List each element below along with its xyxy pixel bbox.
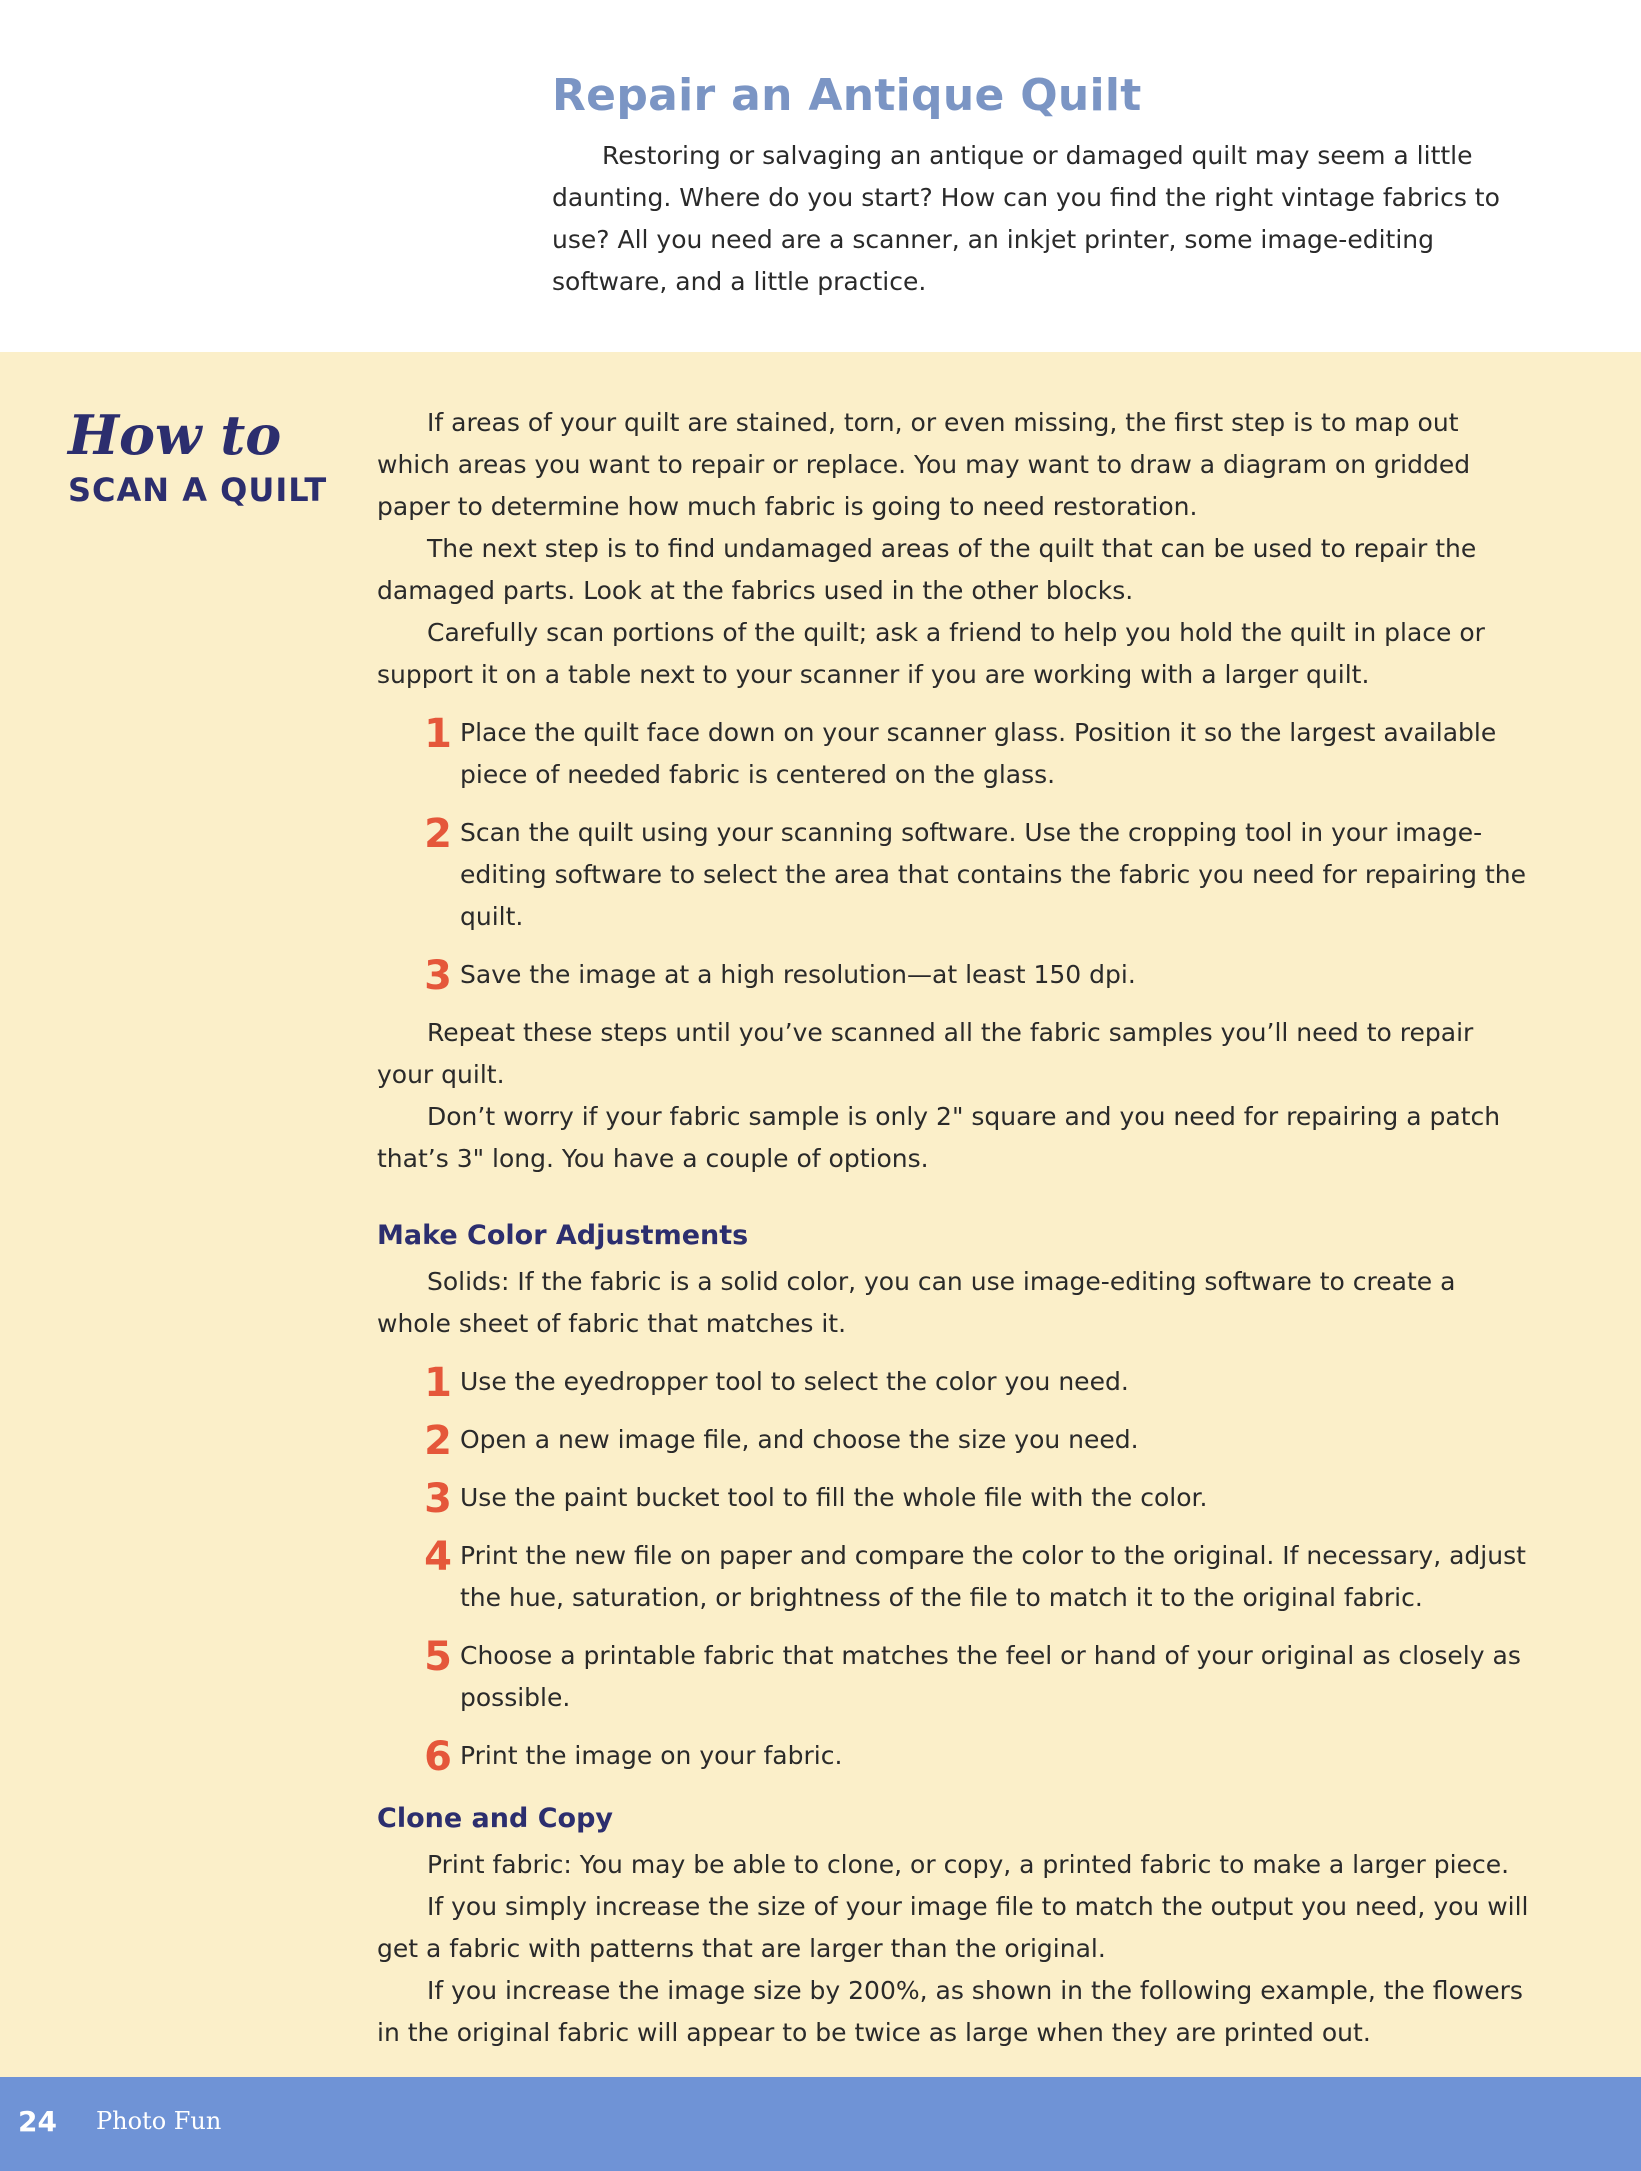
step-text: Choose a printable fabric that matches the feel or hand of your original as closely as possible. (460, 1641, 1521, 1712)
step-text: Print the new file on paper and compare the color to the original. If necessary, adjust the hue, saturation, or brightness of the file to match it to the original fabric. (460, 1541, 1526, 1612)
color-steps-list (377, 1360, 1537, 1780)
step-number: 2 (424, 811, 452, 857)
step-number: 3 (424, 1476, 452, 1522)
how-to-heading (68, 404, 328, 510)
paragraph: Solids: If the fabric is a solid color, you can use image-editing software to create a whole sheet of fabric that matches it. (377, 1267, 1456, 1338)
step-text: Open a new image file, and choose the size you need. (460, 1425, 1139, 1454)
list-item (377, 1418, 1537, 1464)
list-item (377, 712, 1537, 796)
step-text: Save the image at a high resolution—at least 150 dpi. (460, 960, 1136, 989)
list-item (377, 1734, 1537, 1780)
intro-paragraph: Restoring or salvaging an antique or damaged quilt may seem a little daunting. Where do you start? How can you find the right vintage fabrics to use? All you need are a scanner, an inkjet printer, some image-editing software, and a little practice. (552, 141, 1500, 296)
page-footer (0, 2077, 1641, 2171)
how-to-label: How to (68, 403, 282, 467)
list-item (377, 953, 1537, 999)
step-text: Use the paint bucket tool to fill the whole file with the color. (460, 1483, 1208, 1512)
list-item (377, 812, 1537, 938)
section-heading: Make Color Adjustments (377, 1220, 749, 1251)
section-heading: Clone and Copy (377, 1803, 614, 1834)
paragraph: Repeat these steps until you’ve scanned all the fabric samples you’ll need to repair your quilt. (377, 1018, 1474, 1089)
paragraph: Print fabric: You may be able to clone, or copy, a printed fabric to make a larger piece. (427, 1850, 1510, 1879)
page-title: Repair an Antique Quilt (552, 70, 1142, 121)
main-content (377, 402, 1537, 2054)
paragraph: If areas of your quilt are stained, torn, or even missing, the first step is to map out which areas you want to repair or replace. You may want to draw a diagram on gridded paper to determine how much fabric is going to need restoration. (377, 408, 1471, 521)
paragraph: The next step is to find undamaged areas of the quilt that can be used to repair the damaged parts. Look at the fabrics used in the other blocks. (377, 534, 1477, 605)
step-number: 3 (424, 953, 452, 999)
page-number: 24 (18, 2105, 57, 2138)
scan-steps-list (377, 711, 1537, 999)
step-number: 1 (424, 1360, 452, 1406)
intro-content (552, 70, 1542, 303)
list-item (377, 1535, 1537, 1619)
step-number: 5 (424, 1634, 452, 1680)
how-to-panel (0, 352, 1641, 2077)
list-item (377, 1360, 1537, 1406)
step-number: 1 (424, 711, 452, 757)
list-item (377, 1476, 1537, 1522)
paragraph: Carefully scan portions of the quilt; ask a friend to help you hold the quilt in place or support it on a table next to your scanner if you are working with a larger quilt. (377, 618, 1485, 689)
step-number: 4 (424, 1534, 452, 1580)
book-title: Photo Fun (96, 2107, 222, 2135)
step-number: 6 (424, 1734, 452, 1780)
step-text: Place the quilt face down on your scanner glass. Position it so the largest available piece of needed fabric is centered on the glass. (460, 718, 1497, 789)
intro-section (0, 0, 1641, 352)
list-item (377, 1635, 1537, 1719)
step-text: Use the eyedropper tool to select the color you need. (460, 1367, 1129, 1396)
scan-a-quilt-label: SCAN A QUILT (68, 471, 328, 509)
step-text: Print the image on your fabric. (460, 1741, 843, 1770)
step-text: Scan the quilt using your scanning software. Use the cropping tool in your image-editing software to select the area that contains the fabric you need for repairing the quilt. (460, 818, 1527, 931)
paragraph: If you simply increase the size of your image file to match the output you need, you will get a fabric with patterns that are larger than the original. (377, 1892, 1529, 1963)
paragraph: If you increase the image size by 200%, as shown in the following example, the flowers in the original fabric will appear to be twice as large when they are printed out. (377, 1976, 1523, 2047)
step-number: 2 (424, 1418, 452, 1464)
paragraph: Don’t worry if your fabric sample is only 2" square and you need for repairing a patch that’s 3" long. You have a couple of options. (377, 1102, 1501, 1173)
